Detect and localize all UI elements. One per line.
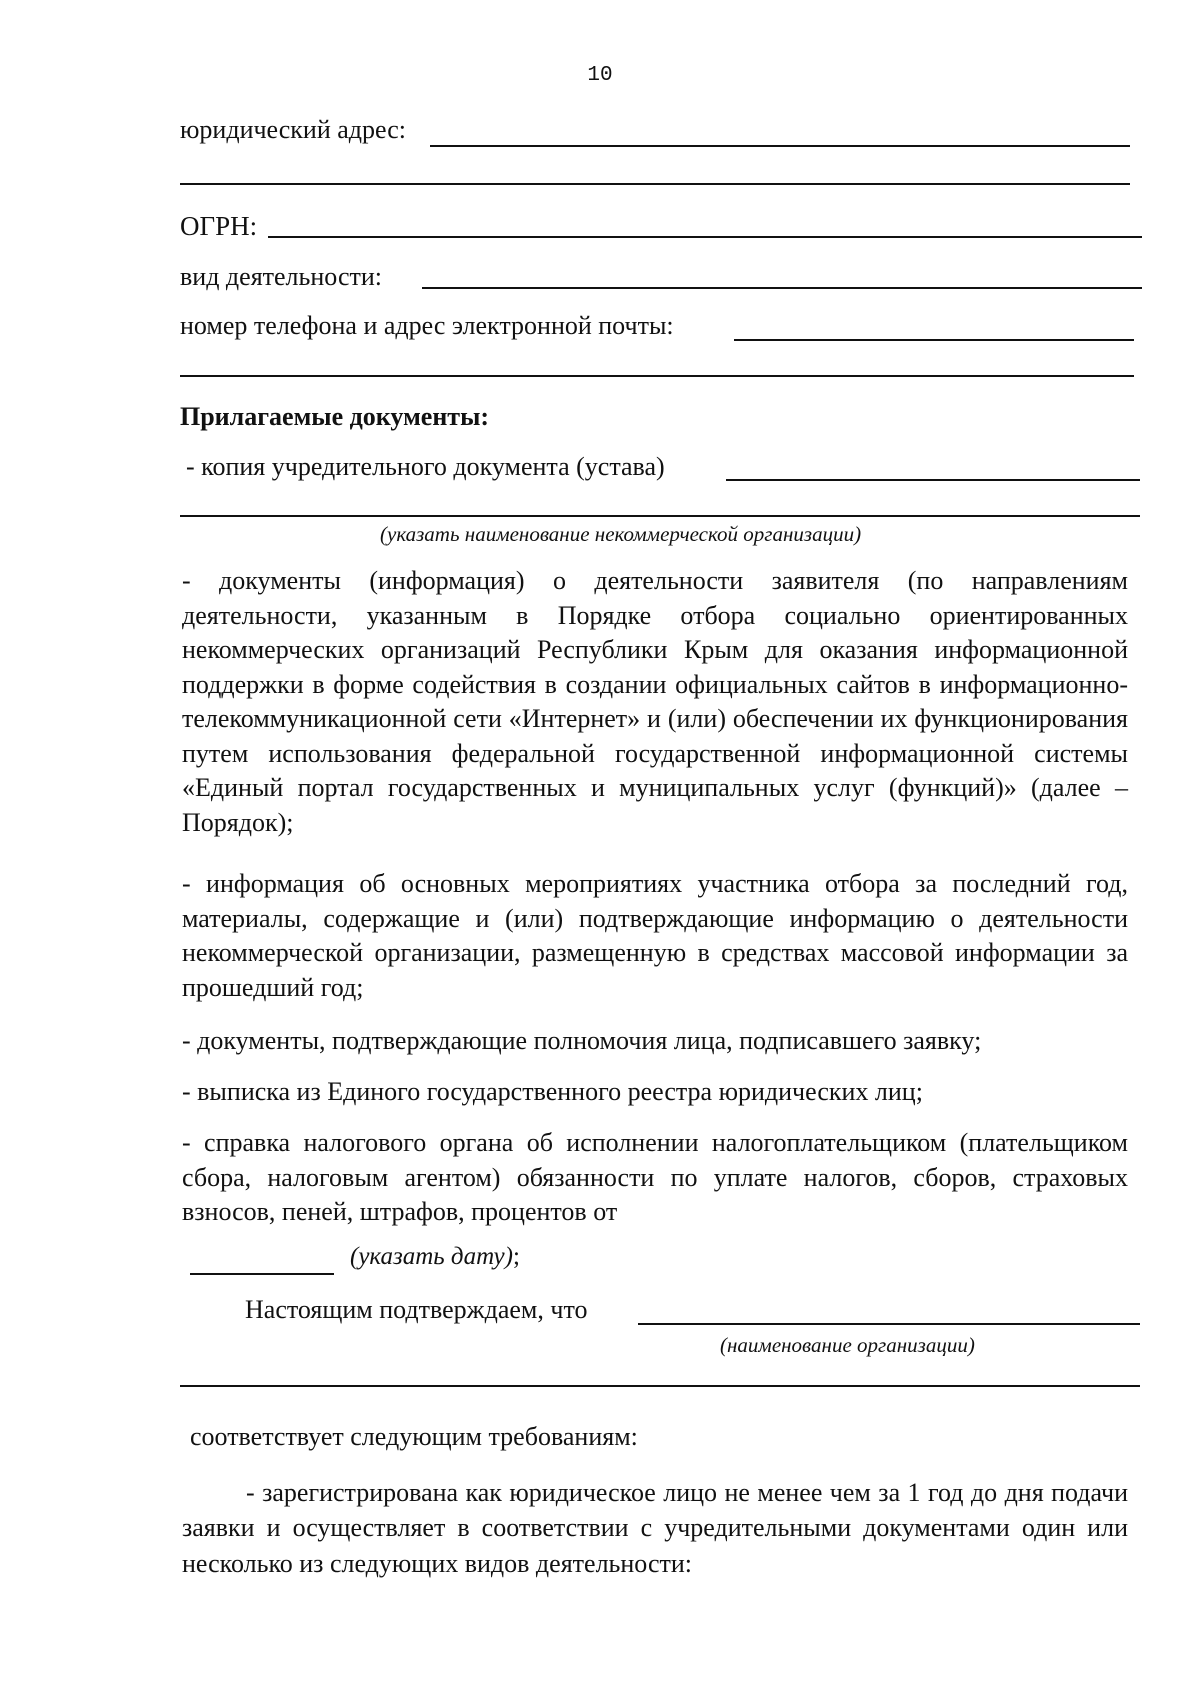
registration-requirement: - зарегистрирована как юридическое лицо не менее чем за 1 год до дня подачи заявки и осуществляет в соответствии с учредительными документами один или несколько из следующих видов деятельности: [182,1478,1128,1578]
page-number: 10 [587,64,613,87]
charter-caption: (указать наименование некоммерческой организации) [380,522,862,546]
legal-address-label: юридический адрес: [180,115,406,144]
charter-org-input-line[interactable] [726,479,1140,481]
activity-type-label: вид деятельности: [180,262,382,291]
ogrn-label: ОГРН: [180,211,258,241]
confirm-text: Настоящим подтверждаем, что [245,1295,588,1324]
tax-certificate-item: - справка налогового органа об исполнении налогоплательщиком (плательщиком сбора, налоговым агентом) обязанности по уплате налогов, сборов, страховых взносов, пеней, штрафов, процентов от [182,1128,1128,1226]
activity-documents-item: - документы (информация) о деятельности заявителя (по направлениям деятельности, указанным в Порядке отбора социально ориентированных некоммерческих организаций Республики Крым для оказания информационной поддержки в форме содействия в создании официальных сайтов в информационно-телекоммуникационной сети «Интернет» и (или) обеспечении их функционирования путем использования федеральной государственной информационной системы «Единый портал государственных и муниципальных услуг (функций)» (далее – Порядок); [182,566,1128,837]
tax-date-hint: (указать дату); [350,1243,520,1270]
tax-date-input-line[interactable] [190,1273,334,1275]
phone-email-input-line-2[interactable] [180,375,1134,377]
org-name-input-line-2[interactable] [180,1385,1140,1387]
phone-email-input-line[interactable] [734,339,1134,341]
authority-documents-item: - документы, подтверждающие полномочия лица, подписавшего заявку; [182,1026,982,1055]
events-information-item: - информация об основных мероприятиях участника отбора за последний год, материалы, содержащие и (или) подтверждающие информацию о деятельности некоммерческой организации, размещенную в средствах массовой информации за прошедший год; [182,869,1128,1002]
phone-email-label: номер телефона и адрес электронной почты: [180,311,674,340]
org-name-input-line[interactable] [638,1323,1140,1325]
legal-address-input-line[interactable] [430,145,1130,147]
requirements-heading: соответствует следующим требованиям: [190,1422,638,1451]
legal-address-input-line-2[interactable] [180,183,1130,185]
egrul-extract-item: - выписка из Единого государственного реестра юридических лиц; [182,1077,923,1106]
attached-documents-heading: Прилагаемые документы: [180,402,490,431]
activity-type-input-line[interactable] [422,287,1142,289]
charter-org-input-line-2[interactable] [180,515,1140,517]
ogrn-input-line[interactable] [268,236,1142,238]
org-name-caption: (наименование организации) [720,1333,975,1357]
charter-copy-item: - копия учредительного документа (устава) [186,452,665,481]
